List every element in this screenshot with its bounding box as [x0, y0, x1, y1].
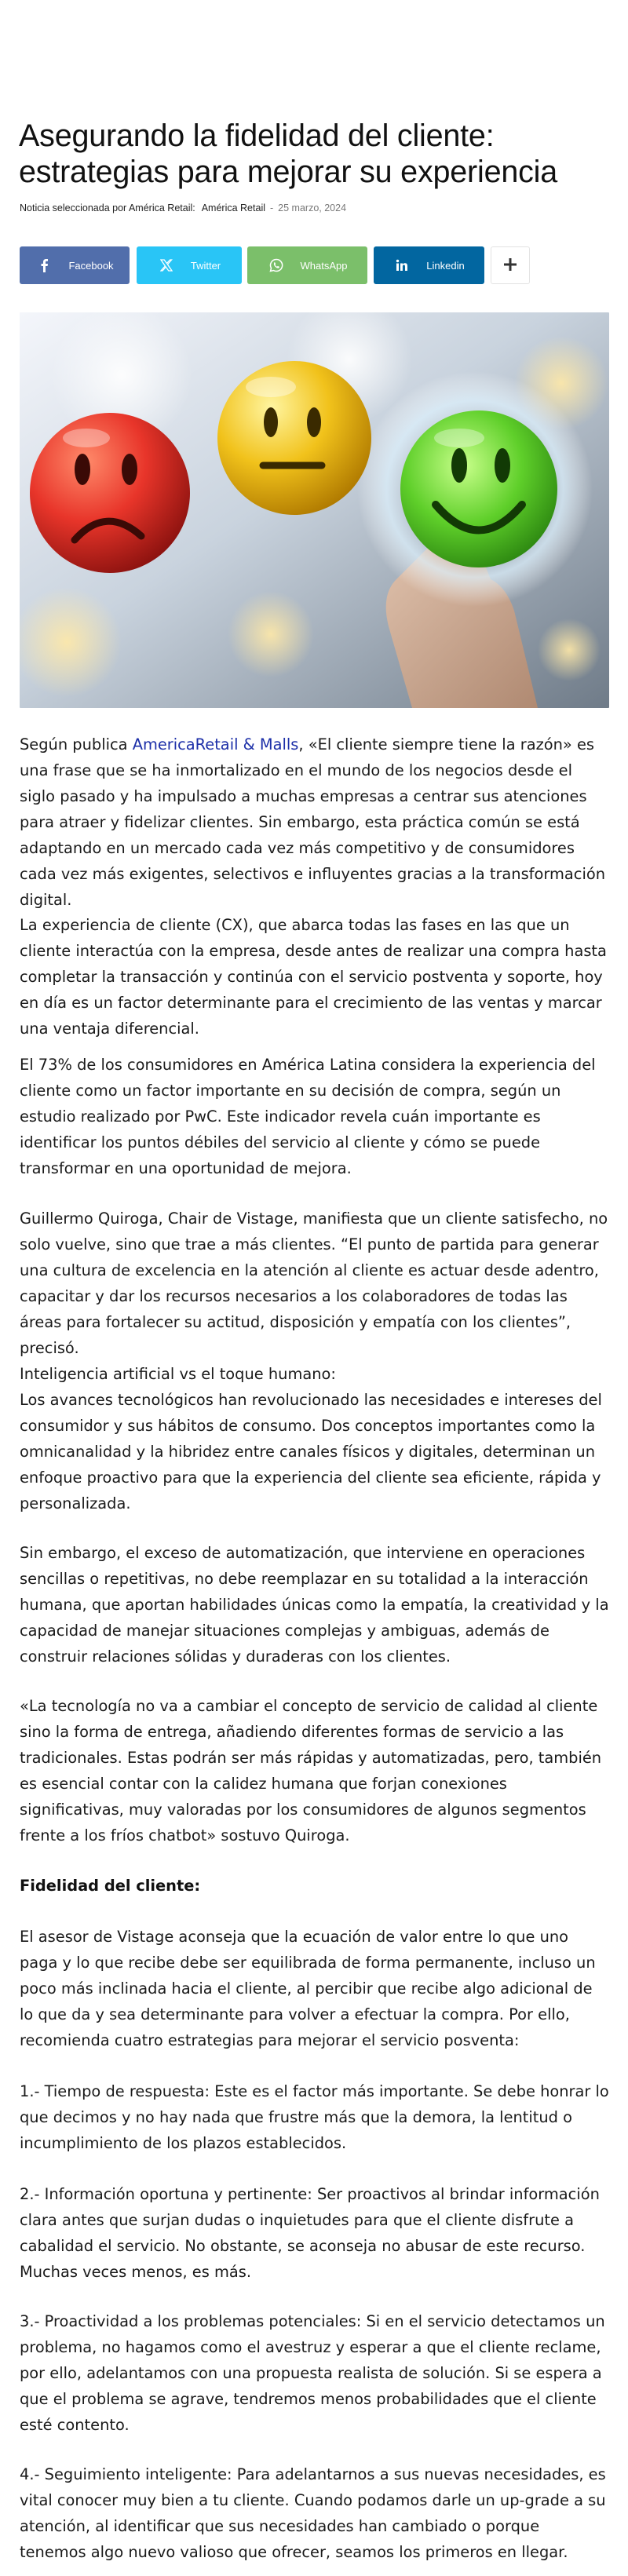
facebook-icon	[35, 257, 53, 274]
linkedin-icon	[393, 257, 411, 274]
plus-icon	[502, 257, 518, 275]
p1-text-after: , «El cliente siempre tiene la razón» es una frase que se ha inmortalizado en el mundo de los negocios desde el siglo pasado y ha impulsado a muchas empresas a centrar sus atenciones para atraer y fidelizar clientes. Sin embargo, esta práctica común se está adaptando en un mercado cada vez más competitivo y de consumidores cada vez más exigentes, selectivos e influyentes gracias a la transformación digital.	[20, 735, 605, 909]
p4-subheading: Inteligencia artificial vs el toque humano:	[20, 1365, 336, 1383]
share-facebook-label: Facebook	[68, 259, 114, 272]
share-linkedin-label: Linkedin	[426, 259, 465, 272]
happy-face-icon	[400, 410, 557, 567]
article-title: Asegurando la fidelidad del cliente: estrategias para mejorar su experiencia	[19, 119, 557, 189]
share-twitter-button[interactable]	[137, 246, 242, 284]
paragraph-9: 1.- Tiempo de respuesta: Este es el factor más importante. Se debe honrar lo que decimos y no hay nada que frustre más que la demora, la lentitud o incumplimiento de los plazos establecidos.	[20, 2082, 609, 2152]
article-meta	[20, 203, 346, 213]
paragraph-12: 4.- Seguimiento inteligente: Para adelantarnos a sus nuevas necesidades, es vital conocer muy bien a tu cliente. Cuando podamos darle un up-grade a su atención, al identificar que sus necesidades han cambiado o porque tenemos algo nuevo valioso que ofrecer, seamos los primeros en llegar.	[20, 2465, 606, 2561]
hero-image	[20, 312, 609, 708]
share-linkedin-button[interactable]	[374, 246, 484, 284]
p1-text-before: Según publica	[20, 735, 133, 753]
share-facebook-button[interactable]	[20, 246, 130, 284]
americaretail-link[interactable]: AmericaRetail & Malls	[132, 735, 299, 753]
author-link[interactable]: América Retail	[201, 203, 265, 213]
paragraph-2: La experiencia de cliente (CX), que abarca todas las fases en las que un cliente interactúa con la empresa, desde antes de realizar una compra hasta completar la transacción y continúa con el servicio postventa y soporte, hoy en día es un factor determinante para el crecimiento de las ventas y marcar una ventaja diferencial.	[20, 916, 607, 1038]
share-whatsapp-button[interactable]	[247, 246, 367, 284]
meta-separator: -	[270, 203, 274, 213]
sad-face-icon	[30, 413, 190, 573]
p4-text: Guillermo Quiroga, Chair de Vistage, manifiesta que un cliente satisfecho, no solo vuelve, sino que trae a más clientes. “El punto de partida para generar una cultura de excelencia en la atención al cliente es actuar desde adentro, capacitar y dar los recursos necesarios a los colaboradores de todas las áreas para fortalecer su actitud, disposición y empatía con los clientes”, precisó.	[20, 1210, 608, 1357]
article-date: 25 marzo, 2024	[278, 203, 347, 213]
section-heading-fidelidad: Fidelidad del cliente:	[20, 1877, 201, 1895]
paragraph-11: 3.- Proactividad a los problemas potenciales: Si en el servicio detectamos un problema, no hagamos como el avestruz y esperar a que el cliente reclame, por ello, adelantamos con una propuesta realista de solución. Si se espera a que el problema se agrave, tendremos menos probabilidades que el cliente esté contento.	[20, 2312, 605, 2434]
x-icon	[158, 257, 175, 274]
paragraph-8: El asesor de Vistage aconseja que la ecuación de valor entre lo que uno paga y lo que recibe debe ser equilibrada de forma permanente, incluso un poco más inclinada hacia el cliente, al percibir que recibe algo adicional de lo que da y sea determinante para volver a efectuar la compra. Por ello, recomienda cuatro estrategias para mejorar el servicio posventa:	[20, 1928, 596, 2049]
share-twitter-label: Twitter	[190, 259, 221, 272]
paragraph-7: «La tecnología no va a cambiar el concepto de servicio de calidad al cliente sino la forma de entrega, añadiendo diferentes formas de servicio a las tradicionales. Estas podrán ser más rápidas y automatizadas, pero, también es esencial contar con la calidez humana que forjan conexiones significativas, muy valoradas por los consumidores de algunos segmentos frente a los fríos chatbot» sostuvo Quiroga.	[20, 1697, 602, 1844]
paragraph-1	[20, 732, 610, 913]
share-more-button[interactable]	[491, 246, 530, 284]
paragraph-3: El 73% de los consumidores en América Latina considera la experiencia del cliente como un factor importante en su decisión de compra, según un estudio realizado por PwC. Este indicador revela cuán importante es identificar los puntos débiles del servicio al cliente y cómo se puede transformar en una oportunidad de mejora.	[20, 1056, 596, 1177]
paragraph-10: 2.- Información oportuna y pertinente: Ser proactivos al brindar información clara antes que surjan dudas o inquietudes para que el cliente disfrute a cabalidad el servicio. No obstante, se aconseja no abusar de este recurso. Muchas veces menos, es más.	[20, 2185, 600, 2281]
meta-prefix: Noticia seleccionada por América Retail:	[20, 203, 195, 213]
paragraph-4	[20, 1206, 610, 1387]
whatsapp-icon	[268, 257, 285, 274]
paragraph-5: Los avances tecnológicos han revolucionado las necesidades e intereses del consumidor y sus hábitos de consumo. Dos conceptos importantes como la omnicanalidad y la hibridez entre canales físicos y digitales, determinan un enfoque proactivo para que la experiencia del cliente sea eficiente, rápida y personalizada.	[20, 1391, 602, 1512]
share-whatsapp-label: WhatsApp	[300, 259, 348, 272]
paragraph-6: Sin embargo, el exceso de automatización, que interviene en operaciones sencillas o repetitivas, no debe reemplazar en su totalidad a la interacción humana, que aportan habilidades únicas como la empatía, la creatividad y la capacidad de manejar situaciones complejas y ambiguas, además de construir relaciones sólidas y duraderas con los clientes.	[20, 1544, 609, 1666]
neutral-face-icon	[217, 361, 371, 515]
